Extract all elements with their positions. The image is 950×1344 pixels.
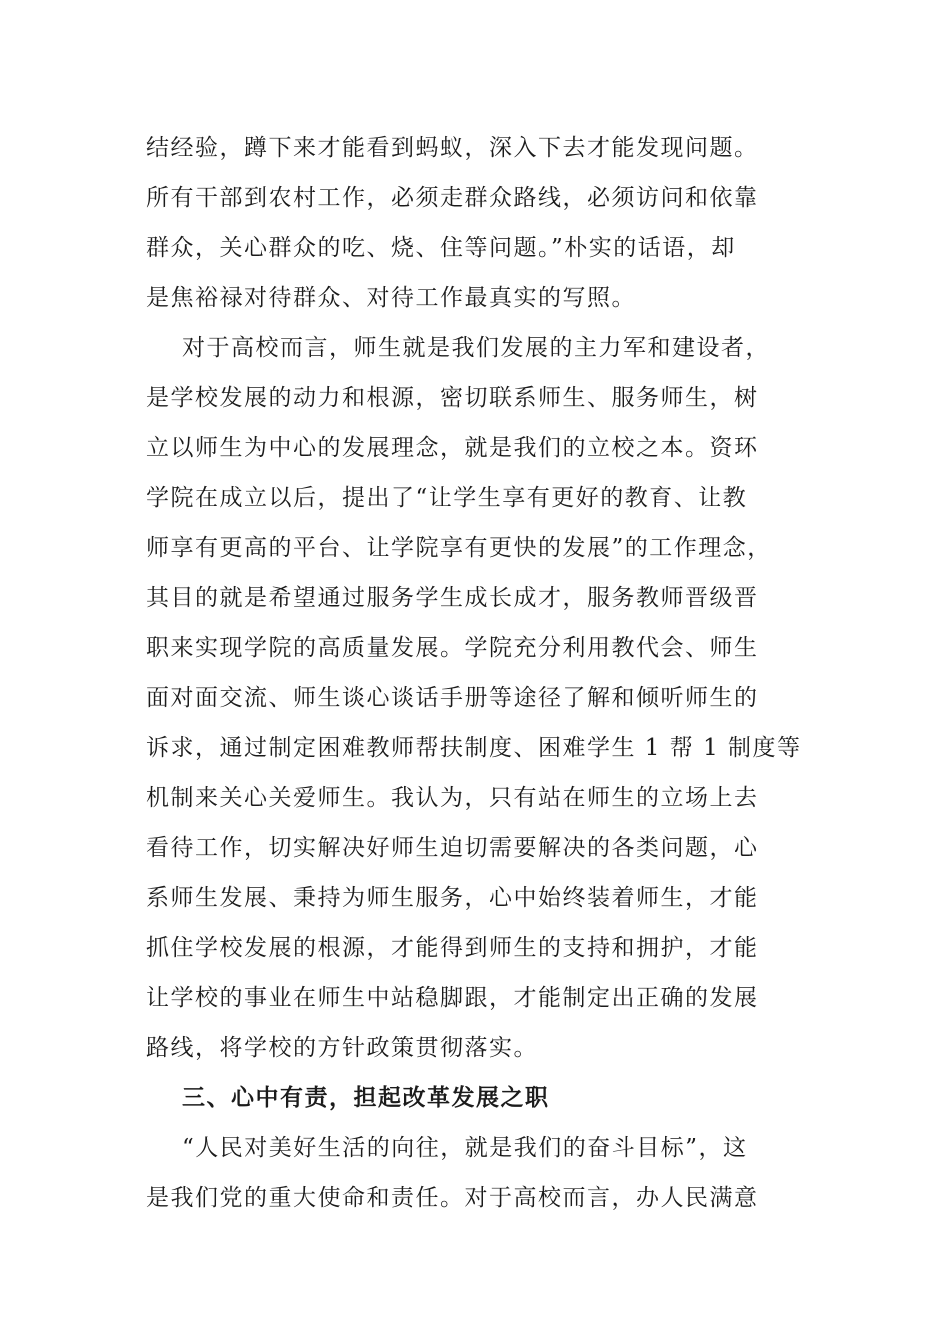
section-heading: 三、心中有责，担起改革发展之职 xyxy=(182,1084,550,1111)
body-text-line: 面对面交流、师生谈心谈话手册等途径了解和倾听师生的 xyxy=(146,685,759,711)
body-text-line: 学院在成立以后，提出了“让学生享有更好的教育、让教 xyxy=(146,485,748,511)
paragraph-first-line: “人民对美好生活的向往，就是我们的奋斗目标”，这 xyxy=(182,1135,748,1161)
body-text-line: 让学校的事业在师生中站稳脚跟，才能制定出正确的发展 xyxy=(146,985,759,1011)
body-text-line: 抓住学校发展的根源，才能得到师生的支持和拥护，才能 xyxy=(146,935,759,961)
body-text-line: 诉求，通过制定困难教师帮扶制度、困难学生 1 帮 1 制度等 xyxy=(146,735,802,761)
body-text-line: 结经验，蹲下来才能看到蚂蚁，深入下去才能发现问题。 xyxy=(146,135,759,161)
body-text-line: 其目的就是希望通过服务学生成长成才，服务教师晋级晋 xyxy=(146,585,759,611)
body-text-line: 看待工作，切实解决好师生迫切需要解决的各类问题，心 xyxy=(146,835,759,861)
body-text-line: 是我们党的重大使命和责任。对于高校而言，办人民满意 xyxy=(146,1185,759,1211)
body-text-line: 所有干部到农村工作，必须走群众路线，必须访问和依靠 xyxy=(146,185,759,211)
body-text-line: 立以师生为中心的发展理念，就是我们的立校之本。资环 xyxy=(146,435,759,461)
body-text-line: 师享有更高的平台、让学院享有更快的发展”的工作理念， xyxy=(146,535,772,561)
paragraph-first-line: 对于高校而言，师生就是我们发展的主力军和建设者， xyxy=(182,335,770,361)
body-text-line: 群众，关心群众的吃、烧、住等问题。”朴实的话语，却 xyxy=(146,235,736,261)
body-text-line: 是焦裕禄对待群众、对待工作最真实的写照。 xyxy=(146,285,636,311)
body-text-line: 机制来关心关爱师生。我认为，只有站在师生的立场上去 xyxy=(146,785,759,811)
body-text-line: 路线，将学校的方针政策贯彻落实。 xyxy=(146,1035,538,1061)
body-text-line: 系师生发展、秉持为师生服务，心中始终装着师生，才能 xyxy=(146,885,759,911)
body-text-line: 是学校发展的动力和根源，密切联系师生、服务师生，树 xyxy=(146,385,759,411)
body-text-line: 职来实现学院的高质量发展。学院充分利用教代会、师生 xyxy=(146,635,759,661)
